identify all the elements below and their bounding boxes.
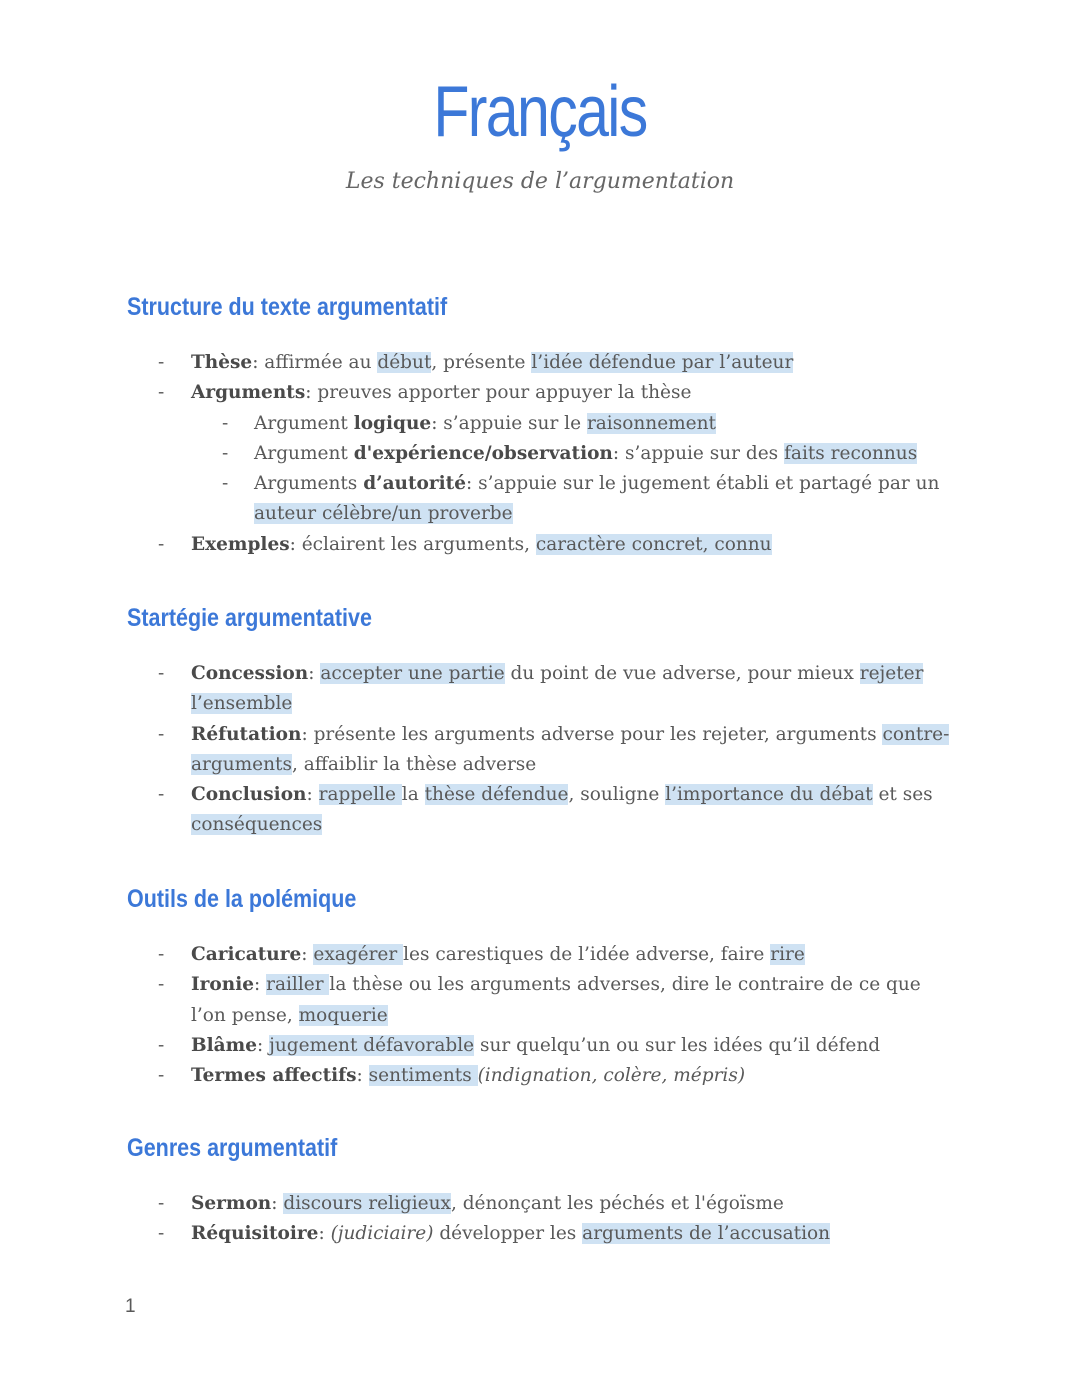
list-item: - Argument d'expérience/observation: s’appuie sur des faits reconnus (127, 439, 957, 469)
section-genres (127, 1131, 957, 1250)
bullet-list (127, 940, 957, 1091)
page-number: 1 (125, 1296, 136, 1317)
section-polemique (127, 882, 957, 1091)
document-subtitle: Les techniques de l’argumentation (345, 169, 735, 194)
list-item: - Conclusion: rappelle la thèse défendue, souligne l’importance du débat et ses conséquences (127, 780, 957, 841)
list-item: - Ironie: railler la thèse ou les arguments adverses, dire le contraire de ce que l’on pense, moquerie (127, 970, 957, 1031)
section-heading: Genres argumentatif (127, 1134, 338, 1162)
list-item: - Exemples: éclairent les arguments, caractère concret, connu (127, 530, 957, 560)
bullet-list (127, 348, 957, 560)
list-item: - Réquisitoire: (judiciaire) développer les arguments de l’accusation (127, 1219, 957, 1249)
section-structure (127, 290, 957, 560)
section-heading: Startégie argumentative (127, 604, 372, 632)
list-item: - Arguments: preuves apporter pour appuyer la thèse (127, 378, 957, 408)
list-item: - Argument logique: s’appuie sur le raisonnement (127, 409, 957, 439)
section-strategie (127, 601, 957, 841)
list-item: - Réfutation: présente les arguments adverse pour les rejeter, arguments contre-arguments, affaiblir la thèse adverse (127, 720, 957, 781)
section-heading: Structure du texte argumentatif (127, 293, 448, 321)
bullet-list (127, 1189, 957, 1250)
bullet-list (127, 659, 957, 841)
document-title: Français (433, 72, 647, 152)
list-item: - Termes affectifs: sentiments (indignation, colère, mépris) (127, 1061, 957, 1091)
list-item: - Blâme: jugement défavorable sur quelqu’un ou sur les idées qu’il défend (127, 1031, 957, 1061)
list-item: - Caricature: exagérer les carestiques de l’idée adverse, faire rire (127, 940, 957, 970)
list-item: - Arguments d’autorité: s’appuie sur le jugement établi et partagé par un auteur célèbre/un proverbe (127, 469, 957, 530)
section-heading: Outils de la polémique (127, 885, 357, 913)
list-item: - Thèse: affirmée au début, présente l’idée défendue par l’auteur (127, 348, 957, 378)
list-item: - Concession: accepter une partie du point de vue adverse, pour mieux rejeter l’ensemble (127, 659, 957, 720)
list-item: - Sermon: discours religieux, dénonçant les péchés et l'égoïsme (127, 1189, 957, 1219)
